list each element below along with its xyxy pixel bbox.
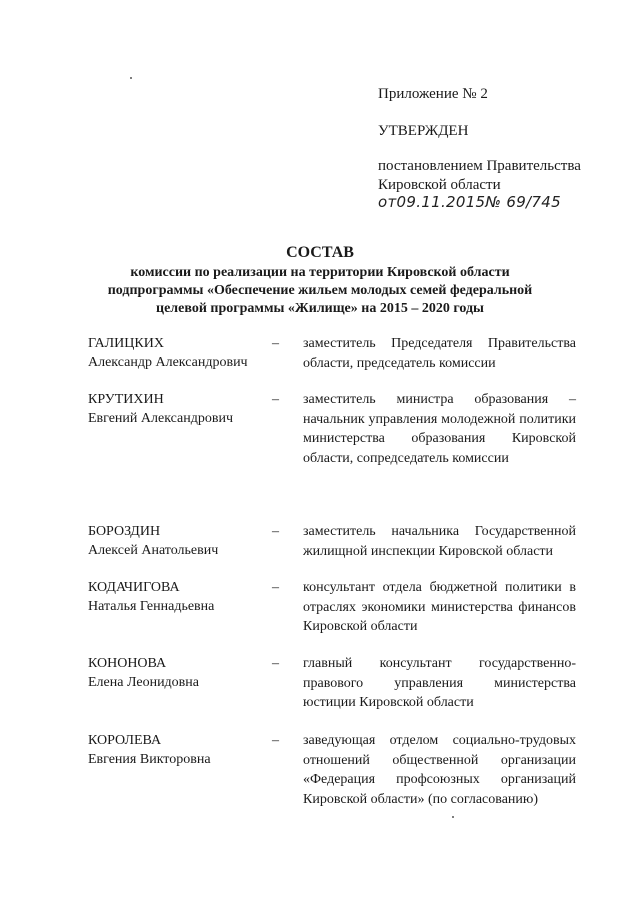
member-dash: – xyxy=(272,392,279,407)
scan-speck xyxy=(130,77,132,79)
appendix-number: Приложение № 2 xyxy=(378,86,488,102)
member-dash: – xyxy=(272,580,279,595)
member-surname: КРУТИХИН xyxy=(88,392,164,407)
member-surname: КОДАЧИГОВА xyxy=(88,580,180,595)
decree-region: Кировской области xyxy=(378,177,501,193)
decree-reference: постановлением Правительства xyxy=(378,158,581,174)
member-surname: КОНОНОВА xyxy=(88,656,167,671)
member-role: заведующая отделом социально-трудовых отношений общественной организации «Федерация профсоюзных организаций Кировской области» (по согласованию) xyxy=(303,733,576,807)
decree-date-number: от09.11.2015№ 69/745 xyxy=(378,193,561,211)
member-dash: – xyxy=(272,733,279,748)
member-role: главный консультант государственно-правового управления министерства юстиции Кировской области xyxy=(303,656,576,710)
member-given-names: Александр Александрович xyxy=(88,355,248,370)
member-given-names: Евгений Александрович xyxy=(88,411,234,426)
document-subtitle-line-1: комиссии по реализации на территории Кировской области xyxy=(130,265,510,280)
member-given-names: Евгения Викторовна xyxy=(88,752,211,767)
scan-speck xyxy=(452,816,454,818)
member-dash: – xyxy=(272,524,279,539)
document-subtitle-line-3: целевой программы «Жилище» на 2015 – 2020 годы xyxy=(156,301,484,316)
member-dash: – xyxy=(272,336,279,351)
member-role: заместитель начальника Государственной жилищной инспекции Кировской области xyxy=(303,524,576,559)
member-surname: КОРОЛЕВА xyxy=(88,733,162,748)
member-role: заместитель Председателя Правительства области, председатель комиссии xyxy=(303,336,576,371)
member-role: заместитель министра образования – начальник управления молодежной политики министерства образования Кировской области, сопредседатель комиссии xyxy=(303,392,576,466)
member-surname: ГАЛИЦКИХ xyxy=(88,336,164,351)
document-subtitle-line-2: подпрограммы «Обеспечение жильем молодых семей федеральной xyxy=(107,283,533,298)
member-given-names: Алексей Анатольевич xyxy=(88,543,219,558)
member-surname: БОРОЗДИН xyxy=(88,524,161,539)
member-given-names: Елена Леонидовна xyxy=(88,675,199,690)
document-title: СОСТАВ xyxy=(286,244,354,261)
approved-label: УТВЕРЖДЕН xyxy=(378,123,469,139)
member-dash: – xyxy=(272,656,279,671)
member-given-names: Наталья Геннадьевна xyxy=(88,599,215,614)
member-role: консультант отдела бюджетной политики в отраслях экономики министерства финансов Кировской области xyxy=(303,580,576,634)
